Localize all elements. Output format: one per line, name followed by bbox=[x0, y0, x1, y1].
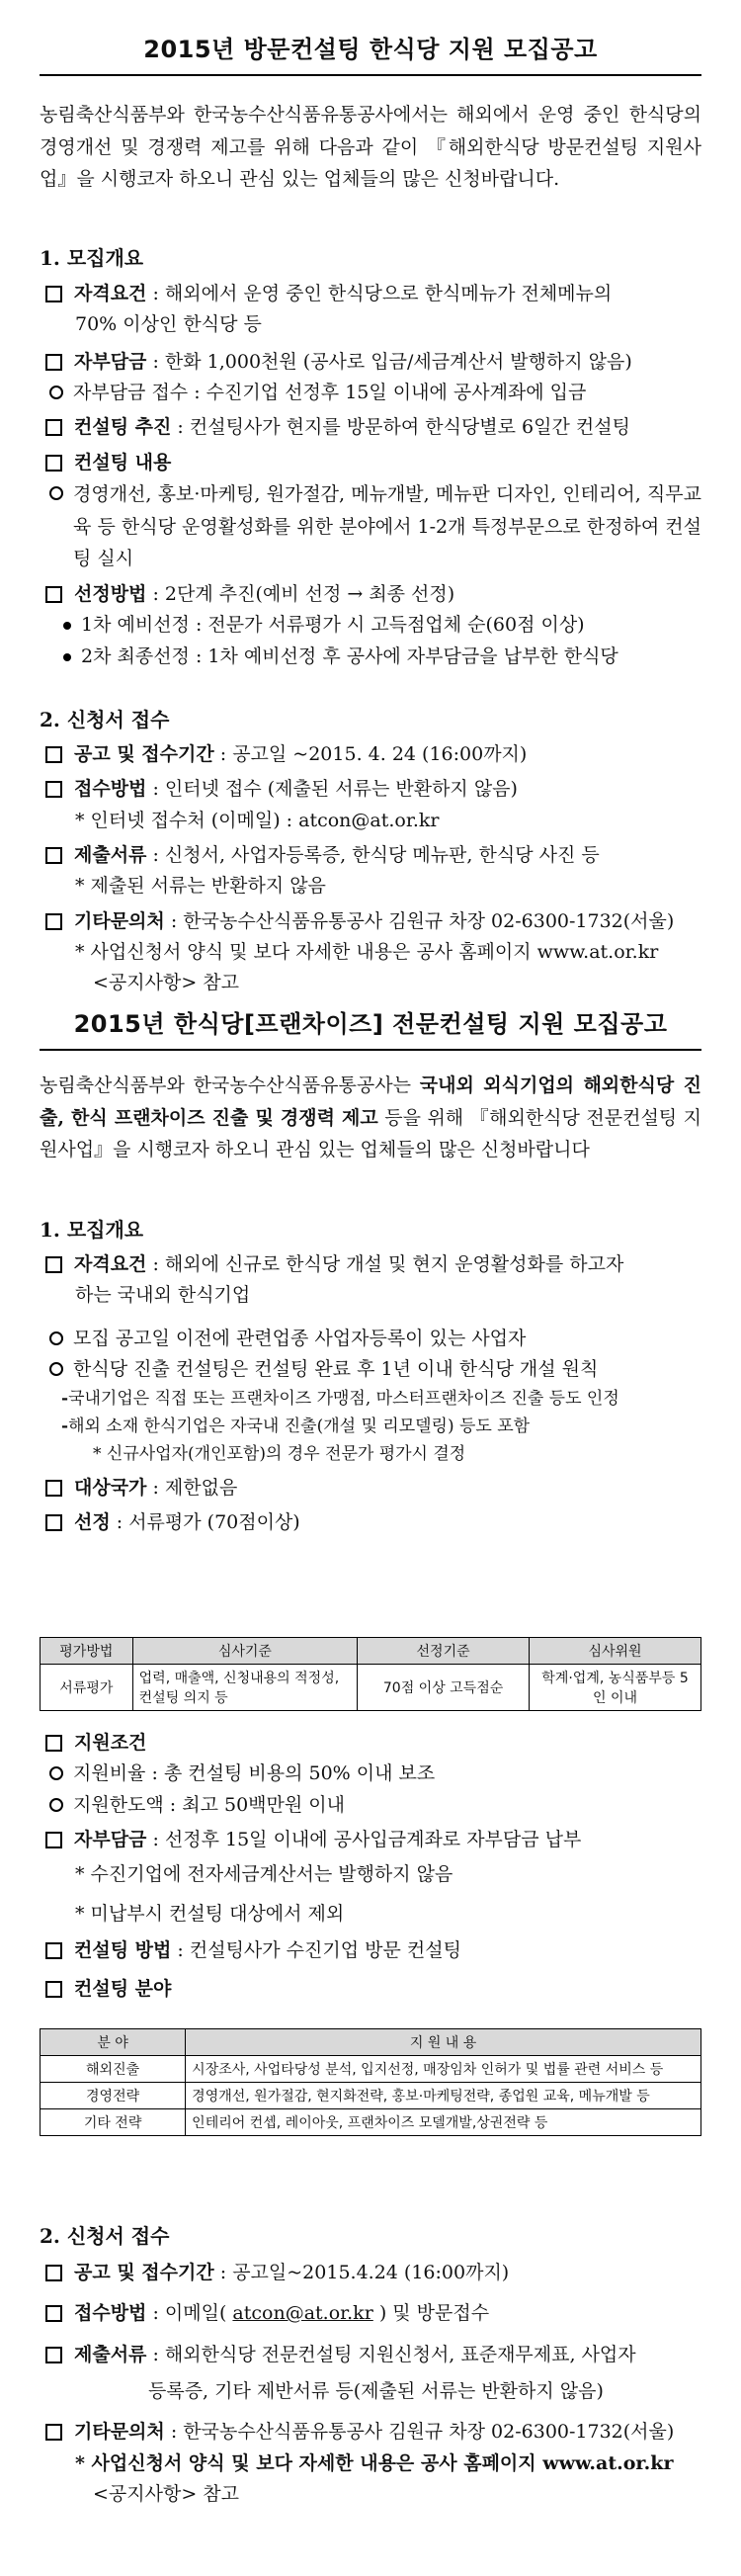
intro-part: 등을 위해 『해외한식당 전문컨설팅 지원사업』을 시행코자 하오니 관심 있는 업체들의 많은 신청바랍니다 bbox=[40, 1106, 702, 1161]
text: : 해외에서 운영 중인 한식당으로 한식메뉴가 전체메뉴의 bbox=[146, 283, 613, 304]
text: 2차 최종선정 : 1차 예비선정 후 공사에 자부담금을 납부한 한식당 bbox=[81, 644, 618, 667]
doc1-section-2: 2. 신청서 접수 bbox=[40, 708, 170, 731]
doc1-copay bbox=[40, 347, 701, 378]
doc2-cond2-note: * 신규사업자(개인포함)의 경우 전문가 평가시 결정 bbox=[93, 1444, 466, 1465]
label: 선정방법 bbox=[74, 583, 147, 606]
doc2-section-1: 1. 모집개요 bbox=[40, 1218, 144, 1242]
checkbox-icon bbox=[45, 1514, 62, 1531]
doc1-content-sub bbox=[40, 478, 701, 575]
doc1-content bbox=[40, 448, 701, 478]
text: : 선정후 15일 이내에 공사입금계좌로 자부담금 납부 bbox=[146, 1829, 582, 1851]
label: 자격요건 bbox=[74, 283, 147, 304]
circle-bullet-icon bbox=[49, 1362, 63, 1376]
label: 접수방법 bbox=[74, 778, 147, 801]
doc2-intro bbox=[40, 1070, 701, 1166]
checkbox-icon bbox=[45, 781, 62, 798]
text: ) 및 방문접수 bbox=[372, 2302, 490, 2325]
doc2-field-table-wrap bbox=[40, 2028, 701, 2136]
doc2-period bbox=[40, 2258, 701, 2288]
doc1-period bbox=[40, 739, 701, 770]
label: 제출서류 bbox=[74, 844, 147, 867]
doc2-title: 2015년 한식당[프랜차이즈] 전문컨설팅 지원 모집공고 bbox=[73, 1010, 668, 1038]
doc2-copay-n2: * 미납부시 컨설팅 대상에서 제외 bbox=[75, 1902, 345, 1925]
email-link[interactable]: atcon@at.or.kr bbox=[232, 2302, 373, 2325]
doc2-application-list bbox=[40, 2258, 701, 2510]
doc2-eligibility-cont: 하는 국내외 한식기업 bbox=[75, 1284, 251, 1307]
doc1-docs bbox=[40, 840, 701, 871]
text: 한식당 진출 컨설팅은 컨설팅 완료 후 1년 이내 한식당 개설 원칙 bbox=[73, 1358, 599, 1381]
doc2-cond2 bbox=[40, 1354, 701, 1385]
text: : 신청서, 사업자등록증, 한식당 메뉴판, 한식당 사진 등 bbox=[146, 844, 600, 867]
table-cell: 업력, 매출액, 신청내용의 적정성, 컨설팅 의지 등 bbox=[132, 1665, 357, 1711]
label: 컨설팅 내용 bbox=[74, 451, 172, 473]
text: : 한국농수산식품유통공사 김원규 차장 02-6300-1732(서울) bbox=[164, 2421, 675, 2444]
dot-bullet-icon bbox=[63, 653, 71, 661]
text: 모집 공고일 이전에 관련업종 사업자등록이 있는 사업자 bbox=[73, 1327, 527, 1349]
doc2-copay-n1: * 수진기업에 전자세금계산서는 발행하지 않음 bbox=[75, 1863, 453, 1886]
text: 자부담금 접수 : 수진기업 선정후 15일 이내에 공사계좌에 입금 bbox=[73, 382, 587, 404]
text: : 서류평가 (70점이상) bbox=[110, 1510, 300, 1533]
checkbox-icon bbox=[45, 419, 62, 436]
table-cell: 70점 이상 고득점순 bbox=[358, 1665, 530, 1711]
doc2-title-rule bbox=[40, 1049, 701, 1051]
table-row bbox=[41, 1665, 701, 1711]
table-cell: 경영개선, 원가절감, 현지화전략, 홍보·마케팅전략, 종업원 교육, 메뉴개발 등 bbox=[186, 2083, 701, 2109]
checkbox-icon bbox=[45, 1480, 62, 1497]
text: : 컨설팅사가 현지를 방문하여 한식당별로 6일간 컨설팅 bbox=[171, 416, 630, 439]
text: : 해외에 신규로 한식당 개설 및 현지 운영활성화를 하고자 bbox=[146, 1253, 624, 1275]
doc1-docs-note: * 제출된 서류는 반환하지 않음 bbox=[75, 875, 326, 898]
table-cell: 경영전략 bbox=[41, 2083, 186, 2109]
checkbox-icon bbox=[45, 1942, 62, 1959]
dash-bullet-icon: - bbox=[61, 1389, 69, 1410]
doc2-contact-note2: <공지사항> 참고 bbox=[93, 2483, 240, 2506]
doc2-cond1 bbox=[40, 1324, 701, 1354]
text: 해외 소재 한식기업은 자국내 진출(개설 및 리모델링) 등도 포함 bbox=[68, 1417, 531, 1437]
label: 접수방법 bbox=[74, 2302, 147, 2325]
label: 기타문의처 bbox=[74, 909, 165, 932]
checkbox-icon bbox=[45, 1832, 62, 1848]
doc1-title-rule bbox=[40, 74, 701, 76]
table-row bbox=[41, 2109, 701, 2136]
text: : 이메일( bbox=[146, 2302, 233, 2325]
doc2-selection-table-wrap bbox=[40, 1637, 701, 1711]
text: : 공고일~2015.4.24 (16:00까지) bbox=[213, 2262, 510, 2283]
doc2-eligibility bbox=[40, 1249, 701, 1280]
label: 선정 bbox=[74, 1510, 111, 1533]
table-cell: 시장조사, 사업타당성 분석, 입지선정, 매장임차 인허가 및 법률 관련 서비스 등 bbox=[186, 2056, 701, 2083]
doc2-selection bbox=[40, 1507, 701, 1538]
doc1-application-list bbox=[40, 739, 701, 999]
doc2-section-2: 2. 신청서 접수 bbox=[40, 2224, 170, 2248]
label: 자부담금 bbox=[74, 350, 147, 373]
doc1-selection-b1 bbox=[40, 610, 701, 641]
doc1-contact bbox=[40, 906, 701, 937]
table-cell: 해외진출 bbox=[41, 2056, 186, 2083]
text: : 한화 1,000천원 (공사로 입금/세금계산서 발행하지 않음) bbox=[146, 350, 632, 373]
doc1-section-1: 1. 모집개요 bbox=[40, 246, 144, 270]
circle-bullet-icon bbox=[49, 486, 63, 500]
doc2-country bbox=[40, 1473, 701, 1503]
table-header-cell: 심사기준 bbox=[132, 1638, 357, 1665]
doc2-method bbox=[40, 2298, 701, 2329]
text: : 컨설팅사가 수진기업 방문 컨설팅 bbox=[171, 1939, 461, 1962]
doc2-support bbox=[40, 1728, 701, 1759]
doc1-eligibility-cont: 70% 이상인 한식당 등 bbox=[75, 313, 262, 336]
table-header-cell: 평가방법 bbox=[41, 1638, 133, 1665]
selection-criteria-table bbox=[40, 1637, 701, 1711]
doc1-contact-note: * 사업신청서 양식 및 보다 자세한 내용은 공사 홈페이지 www.at.or.kr bbox=[75, 941, 659, 964]
label: 지원조건 bbox=[74, 1732, 147, 1754]
doc2-support-list bbox=[40, 1728, 701, 2006]
text: 지원비율 : 총 컨설팅 비용의 50% 이내 보조 bbox=[73, 1762, 436, 1785]
checkbox-icon bbox=[45, 2265, 62, 2281]
text: 경영개선, 홍보·마케팅, 원가절감, 메뉴개발, 메뉴판 디자인, 인테리어, 직무교육 등 한식당 운영활성화를 위한 분야에서 1-2개 특정부문으로 한정하여 컨설팅 실시 bbox=[73, 483, 701, 570]
checkbox-icon bbox=[45, 1256, 62, 1273]
checkbox-icon bbox=[45, 1981, 62, 1998]
table-header-cell: 선정기준 bbox=[358, 1638, 530, 1665]
table-cell: 학계·업계, 농식품부등 5인 이내 bbox=[530, 1665, 701, 1711]
doc1-title: 2015년 방문컨설팅 한식당 지원 모집공고 bbox=[143, 36, 598, 63]
text: : 인터넷 접수 (제출된 서류는 반환하지 않음) bbox=[146, 778, 518, 801]
doc2-docs-cont: 등록증, 기타 제반서류 등(제출된 서류는 반환하지 않음) bbox=[148, 2380, 604, 2403]
label: 제출서류 bbox=[74, 2343, 147, 2365]
label: 공고 및 접수기간 bbox=[74, 2262, 214, 2283]
text: : 한국농수산식품유통공사 김원규 차장 02-6300-1732(서울) bbox=[164, 909, 675, 932]
circle-bullet-icon bbox=[49, 1798, 63, 1812]
text: : 공고일 ~2015. 4. 24 (16:00까지) bbox=[213, 743, 528, 765]
checkbox-icon bbox=[45, 2424, 62, 2441]
label: 자격요건 bbox=[74, 1253, 147, 1275]
doc2-contact-note: * 사업신청서 양식 및 보다 자세한 내용은 공사 홈페이지 www.at.or.kr bbox=[75, 2451, 674, 2474]
doc2-contact bbox=[40, 2417, 701, 2447]
doc2-copay bbox=[40, 1825, 701, 1855]
doc1-contact-note2: <공지사항> 참고 bbox=[93, 972, 240, 994]
checkbox-icon bbox=[45, 1735, 62, 1752]
doc2-cmethod bbox=[40, 1935, 701, 1966]
table-header-row bbox=[41, 2029, 701, 2056]
table-cell: 서류평가 bbox=[41, 1665, 133, 1711]
checkbox-icon bbox=[45, 354, 62, 371]
checkbox-icon bbox=[45, 2347, 62, 2363]
intro-part: 농림축산식품부와 한국농수산식품유통공사는 bbox=[40, 1074, 420, 1096]
table-header-cell: 심사위원 bbox=[530, 1638, 701, 1665]
table-cell: 인테리어 컨셉, 레이아웃, 프랜차이즈 모델개발,상권전략 등 bbox=[186, 2109, 701, 2136]
label: 컨설팅 방법 bbox=[74, 1939, 172, 1962]
circle-bullet-icon bbox=[49, 386, 63, 399]
doc2-support-2 bbox=[40, 1790, 701, 1821]
text: 지원한도액 : 최고 50백만원 이내 bbox=[73, 1793, 345, 1816]
doc2-support-1 bbox=[40, 1759, 701, 1789]
doc1-copay-sub bbox=[40, 378, 701, 408]
doc2-cond2-d2 bbox=[40, 1413, 701, 1440]
table-header-cell: 분 야 bbox=[41, 2029, 186, 2056]
checkbox-icon bbox=[45, 586, 62, 603]
label: 자부담금 bbox=[74, 1829, 147, 1851]
doc1-consult bbox=[40, 412, 701, 443]
table-header-row bbox=[41, 1638, 701, 1665]
doc2-field bbox=[40, 1974, 701, 2005]
text: : 제한없음 bbox=[146, 1476, 238, 1499]
label: 공고 및 접수기간 bbox=[74, 743, 214, 765]
text: : 해외한식당 전문컨설팅 지원신청서, 표준재무제표, 사업자 bbox=[146, 2343, 636, 2365]
doc1-overview-list bbox=[40, 279, 701, 672]
circle-bullet-icon bbox=[49, 1331, 63, 1345]
label: 기타문의처 bbox=[74, 2421, 165, 2444]
doc1-selection bbox=[40, 579, 701, 610]
checkbox-icon bbox=[45, 455, 62, 472]
table-row bbox=[41, 2083, 701, 2109]
dash-bullet-icon: - bbox=[61, 1417, 69, 1437]
intro-emphasis: 국내외 외식기업의 해외한식당 진출, 한식 프랜차이즈 진출 및 경쟁력 제고 bbox=[40, 1074, 701, 1129]
doc2-cond2-d1 bbox=[40, 1385, 701, 1413]
doc1-intro: 농림축산식품부와 한국농수산식품유통공사에서는 해외에서 운영 중인 한식당의 경영개선 및 경쟁력 제고를 위해 다음과 같이 『해외한식당 방문컨설팅 지원사업』을 시행코자 하오니 관심 있는 업체들의 많은 신청바랍니다. bbox=[40, 104, 701, 191]
consulting-field-table bbox=[40, 2028, 701, 2136]
label: 컨설팅 분야 bbox=[74, 1978, 172, 2001]
doc1-selection-b2 bbox=[40, 642, 701, 672]
checkbox-icon bbox=[45, 746, 62, 763]
doc1-eligibility bbox=[40, 279, 701, 309]
text: : 2단계 추진(예비 선정 → 최종 선정) bbox=[146, 583, 455, 606]
doc1-method bbox=[40, 774, 701, 805]
doc2-overview-list bbox=[40, 1249, 701, 1538]
checkbox-icon bbox=[45, 286, 62, 302]
doc2-docs bbox=[40, 2340, 701, 2370]
checkbox-icon bbox=[45, 913, 62, 930]
checkbox-icon bbox=[45, 2305, 62, 2322]
label: 컨설팅 추진 bbox=[74, 416, 172, 439]
doc1-method-note: * 인터넷 접수처 (이메일) : atcon@at.or.kr bbox=[75, 809, 440, 831]
table-row bbox=[41, 2056, 701, 2083]
circle-bullet-icon bbox=[49, 1766, 63, 1780]
text: 국내기업은 직접 또는 프랜차이즈 가맹점, 마스터프랜차이즈 진출 등도 인정 bbox=[68, 1389, 619, 1410]
text: 1차 예비선정 : 전문가 서류평가 시 고득점업체 순(60점 이상) bbox=[81, 614, 585, 637]
label: 대상국가 bbox=[74, 1476, 147, 1499]
table-header-cell: 지 원 내 용 bbox=[186, 2029, 701, 2056]
dot-bullet-icon bbox=[63, 622, 71, 630]
table-cell: 기타 전략 bbox=[41, 2109, 186, 2136]
checkbox-icon bbox=[45, 847, 62, 864]
